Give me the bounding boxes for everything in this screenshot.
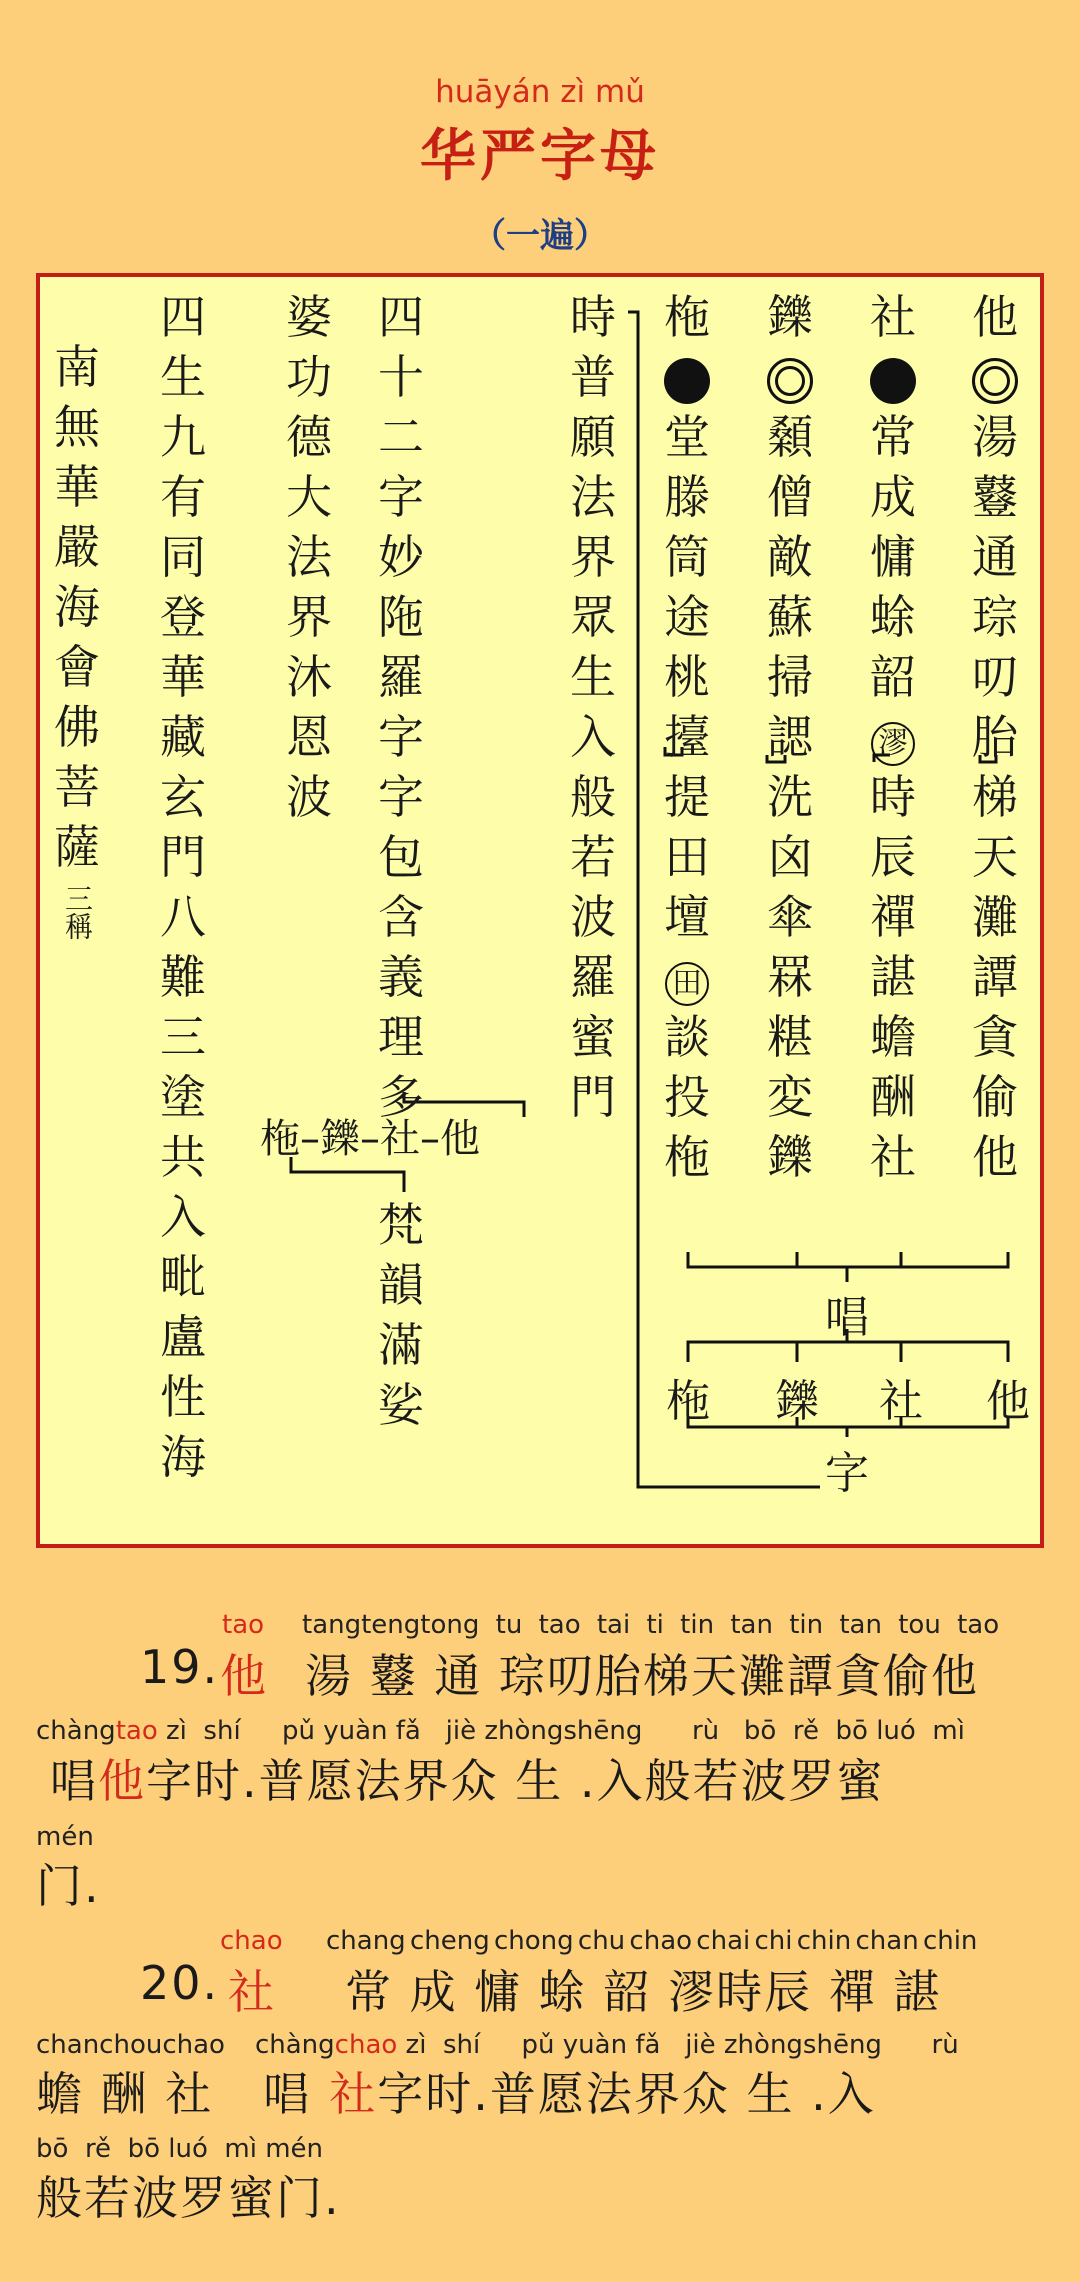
pinyin-title: huāyán zì mǔ [435, 74, 645, 110]
char: 時 [570, 290, 616, 344]
char: 社 [870, 290, 916, 344]
char: 譚 [972, 950, 1018, 1004]
char: 生 [160, 350, 206, 404]
char: 田 [664, 830, 710, 884]
char: 娑 [378, 1378, 424, 1432]
char: 柂 [664, 1130, 710, 1184]
sec19-line3-pinyin: mén [36, 1822, 94, 1852]
circled-char: 田 [665, 947, 709, 1007]
char: 包 [378, 830, 424, 884]
char: 登 [160, 590, 206, 644]
char: 敵 [767, 530, 813, 584]
char: 糂 [767, 1010, 813, 1064]
char: 叨 [972, 650, 1018, 704]
char: 會 [54, 640, 100, 694]
char: 法 [286, 530, 332, 584]
char: 傘 [767, 890, 813, 944]
char: 壇 [664, 890, 710, 944]
sec19-head-pinyin: tao [222, 1610, 265, 1640]
verse-col-5 [54, 337, 100, 947]
sec20-number: 20. [140, 1956, 220, 2010]
char: 常 [870, 410, 916, 464]
char: 灘 [972, 890, 1018, 944]
chain-row: 柂–鑠–社–他 [260, 1116, 480, 1162]
char: 談 [664, 1010, 710, 1064]
verse-col-4 [160, 287, 206, 1487]
sec20-line3-pinyin: bō rě bō luó mì mén [36, 2134, 324, 2164]
char: 陁 [378, 590, 424, 644]
char: 胎 [972, 710, 1018, 764]
char: 薩 [54, 820, 100, 874]
char: 慵 [870, 530, 916, 584]
verse-col-3 [286, 287, 332, 827]
char: 羅 [378, 650, 424, 704]
sec19-head-char: 他 [220, 1649, 268, 1703]
char: 蟾 [870, 1010, 916, 1064]
char: 梯 [972, 770, 1018, 824]
char: 琮 [972, 590, 1018, 644]
zi-label: 字 [825, 1448, 869, 1499]
char: 婆 [286, 290, 332, 344]
char: 德 [286, 410, 332, 464]
double-circle-mark [767, 347, 813, 407]
char: 般 [570, 770, 616, 824]
circled-char: 漻 [871, 707, 915, 767]
sec19-line2: 唱他字时.普愿法界众 生 .入般若波罗蜜 [50, 1754, 885, 1808]
sec19-number: 19. [140, 1640, 220, 1694]
char: 沐 [286, 650, 332, 704]
char: 界 [286, 590, 332, 644]
char: 提 [664, 770, 710, 824]
page-title: 华严字母 [420, 124, 660, 189]
char: 波 [570, 890, 616, 944]
char: 鑠 [767, 290, 813, 344]
char: 盧 [160, 1310, 206, 1364]
char: 変 [767, 1070, 813, 1124]
sec20-line2: 蟾 酬 社 唱 社字时.普愿法界众 生 .入 [36, 2067, 876, 2121]
repeat-note: 三稱 [61, 884, 94, 940]
row-four-ta: 他 [986, 1376, 1030, 1427]
column-tuo [664, 287, 710, 1187]
filled-dot-mark [664, 347, 710, 407]
char: 八 [160, 890, 206, 944]
sec20-head-char: 社 [228, 1965, 276, 2019]
char: 囟 [767, 830, 813, 884]
char: 毗 [160, 1250, 206, 1304]
sec20-line3: 般若波罗蜜门. [36, 2171, 341, 2225]
column-she [870, 287, 916, 1187]
column-zhu [767, 287, 813, 1187]
char: 塗 [160, 1070, 206, 1124]
char: 有 [160, 470, 206, 524]
char: 眾 [570, 590, 616, 644]
char: 蜜 [570, 1010, 616, 1064]
char: 妙 [378, 530, 424, 584]
char: 洗 [767, 770, 813, 824]
char: 佛 [54, 700, 100, 754]
char: 入 [570, 710, 616, 764]
char: 筒 [664, 530, 710, 584]
char: 韶 [870, 650, 916, 704]
char: 共 [160, 1130, 206, 1184]
char: 含 [378, 890, 424, 944]
char: 時 [870, 770, 916, 824]
char: 若 [570, 830, 616, 884]
char: 天 [972, 830, 1018, 884]
char: 理 [378, 1010, 424, 1064]
char: 梵 [378, 1198, 424, 1252]
row-four-tuo: 柂 [666, 1376, 710, 1427]
char: 玄 [160, 770, 206, 824]
char: 社 [870, 1130, 916, 1184]
char: 酬 [870, 1070, 916, 1124]
char: 功 [286, 350, 332, 404]
char: 途 [664, 590, 710, 644]
char: 無 [54, 400, 100, 454]
char: 字 [378, 710, 424, 764]
char: 韻 [378, 1258, 424, 1312]
char: 諰 [767, 710, 813, 764]
char: 性 [160, 1370, 206, 1424]
subtitle: （一遍） [472, 216, 608, 256]
char: 偷 [972, 1070, 1018, 1124]
char: 海 [160, 1430, 206, 1484]
char: 鑠 [767, 1130, 813, 1184]
char: 顙 [767, 410, 813, 464]
fan-col [378, 1195, 424, 1435]
chant-diagram-box [36, 273, 1044, 1548]
char: 多 [378, 1070, 424, 1124]
sec19-line2-pinyin: chàngtao zì shí pǔ yuàn fǎ jiè zhòngshēng rù bō rě bō luó mì [36, 1716, 965, 1746]
char: 滿 [378, 1318, 424, 1372]
char: 華 [54, 460, 100, 514]
char: 義 [378, 950, 424, 1004]
char: 通 [972, 530, 1018, 584]
char: 他 [972, 1130, 1018, 1184]
char: 他 [972, 290, 1018, 344]
char: 罧 [767, 950, 813, 1004]
char: 恩 [286, 710, 332, 764]
char: 字 [378, 770, 424, 824]
char: 入 [160, 1190, 206, 1244]
char: 貪 [972, 1010, 1018, 1064]
char: 滕 [664, 470, 710, 524]
char: 堂 [664, 410, 710, 464]
char: 同 [160, 530, 206, 584]
filled-dot-mark [870, 347, 916, 407]
char: 南 [54, 340, 100, 394]
char: 字 [378, 470, 424, 524]
sec20-line1-pinyin: chang cheng chong chu chao chai chi chin chan chin [326, 1926, 978, 1956]
char: 投 [664, 1070, 710, 1124]
char: 蜍 [870, 590, 916, 644]
char: 嚴 [54, 520, 100, 574]
sec20-line2-pinyin: chanchouchao chàngchao zì shí pǔ yuàn fǎ jiè zhòngshēng rù [36, 2030, 959, 2060]
char: 法 [570, 470, 616, 524]
char: 桃 [664, 650, 710, 704]
char: 掃 [767, 650, 813, 704]
char: 生 [570, 650, 616, 704]
char: 三 [160, 1010, 206, 1064]
char: 四 [160, 290, 206, 344]
sec19-line3: 门. [36, 1859, 101, 1913]
chang-label: 唱 [825, 1292, 869, 1343]
char: 鼟 [972, 470, 1018, 524]
char: 難 [160, 950, 206, 1004]
char: 普 [570, 350, 616, 404]
char: 波 [286, 770, 332, 824]
sec20-head-pinyin: chao [220, 1926, 283, 1956]
sec20-line1: 常 成 慵 蜍 韶 漻時辰 禪 諶 [345, 1965, 942, 2019]
column-ta [972, 287, 1018, 1187]
char: 門 [570, 1070, 616, 1124]
sec19-line1-pinyin: tangtengtong tu tao tai ti tin tan tin tan tou tao [302, 1610, 1000, 1640]
char: 願 [570, 410, 616, 464]
char: 菩 [54, 760, 100, 814]
char: 諶 [870, 950, 916, 1004]
char: 門 [160, 830, 206, 884]
char: 二 [378, 410, 424, 464]
char: 藏 [160, 710, 206, 764]
char: 僧 [767, 470, 813, 524]
row-four-zhu: 鑠 [775, 1376, 819, 1427]
char: 十 [378, 350, 424, 404]
char: 辰 [870, 830, 916, 884]
char: 海 [54, 580, 100, 634]
char: 湯 [972, 410, 1018, 464]
char: 蘇 [767, 590, 813, 644]
sec19-line1: 湯 鼟 通 琮叨胎梯天灘譚貪偷他 [305, 1649, 979, 1703]
verse-col-2 [378, 287, 424, 1127]
char: 華 [160, 650, 206, 704]
char: 界 [570, 530, 616, 584]
verse-col-1 [570, 287, 616, 1127]
char: 九 [160, 410, 206, 464]
char: 四 [378, 290, 424, 344]
char: 柂 [664, 290, 710, 344]
char: 成 [870, 470, 916, 524]
char: 禪 [870, 890, 916, 944]
char: 羅 [570, 950, 616, 1004]
double-circle-mark [972, 347, 1018, 407]
row-four-she: 社 [879, 1376, 923, 1427]
char: 擡 [664, 710, 710, 764]
char: 大 [286, 470, 332, 524]
